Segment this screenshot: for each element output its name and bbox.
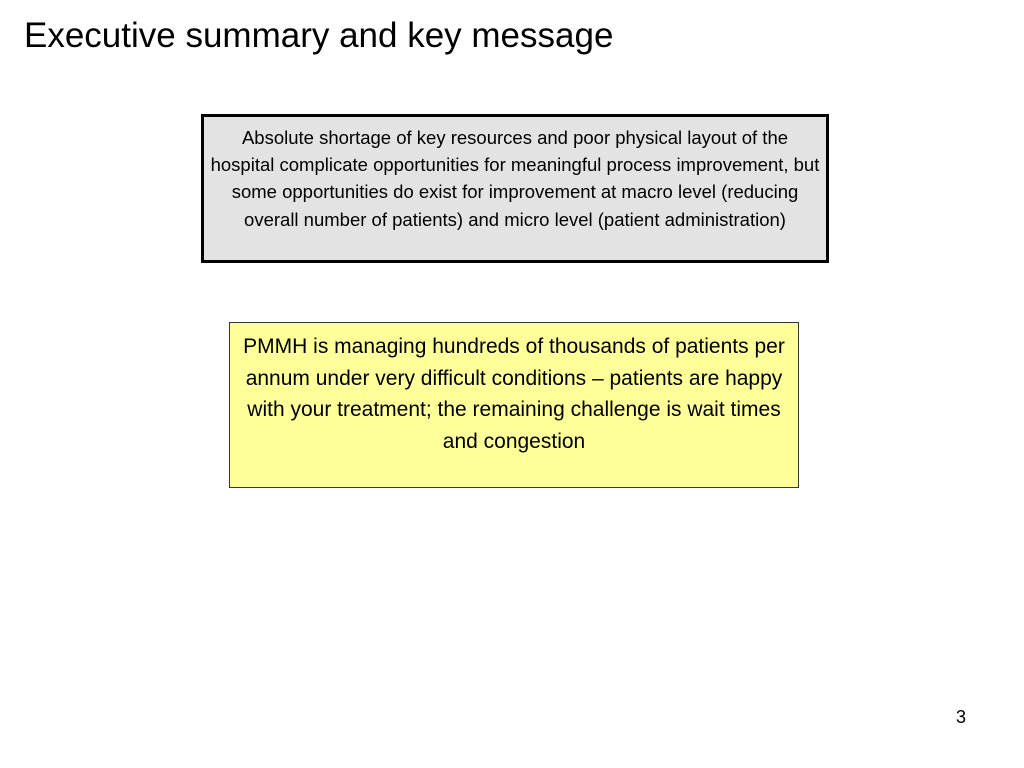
- slide-title: Executive summary and key message: [24, 16, 614, 55]
- key-message-box: PMMH is managing hundreds of thousands of patients per annum under very difficult conditions – patients are happy with your treatment; the remaining challenge is wait times and congestion: [229, 322, 799, 488]
- page-number: 3: [955, 707, 966, 727]
- summary-box: Absolute shortage of key resources and poor physical layout of the hospital complicate opportunities for meaningful process improvement, but some opportunities do exist for improvement at macro level (reducing overall number of patients) and micro level (patient administration): [201, 114, 829, 263]
